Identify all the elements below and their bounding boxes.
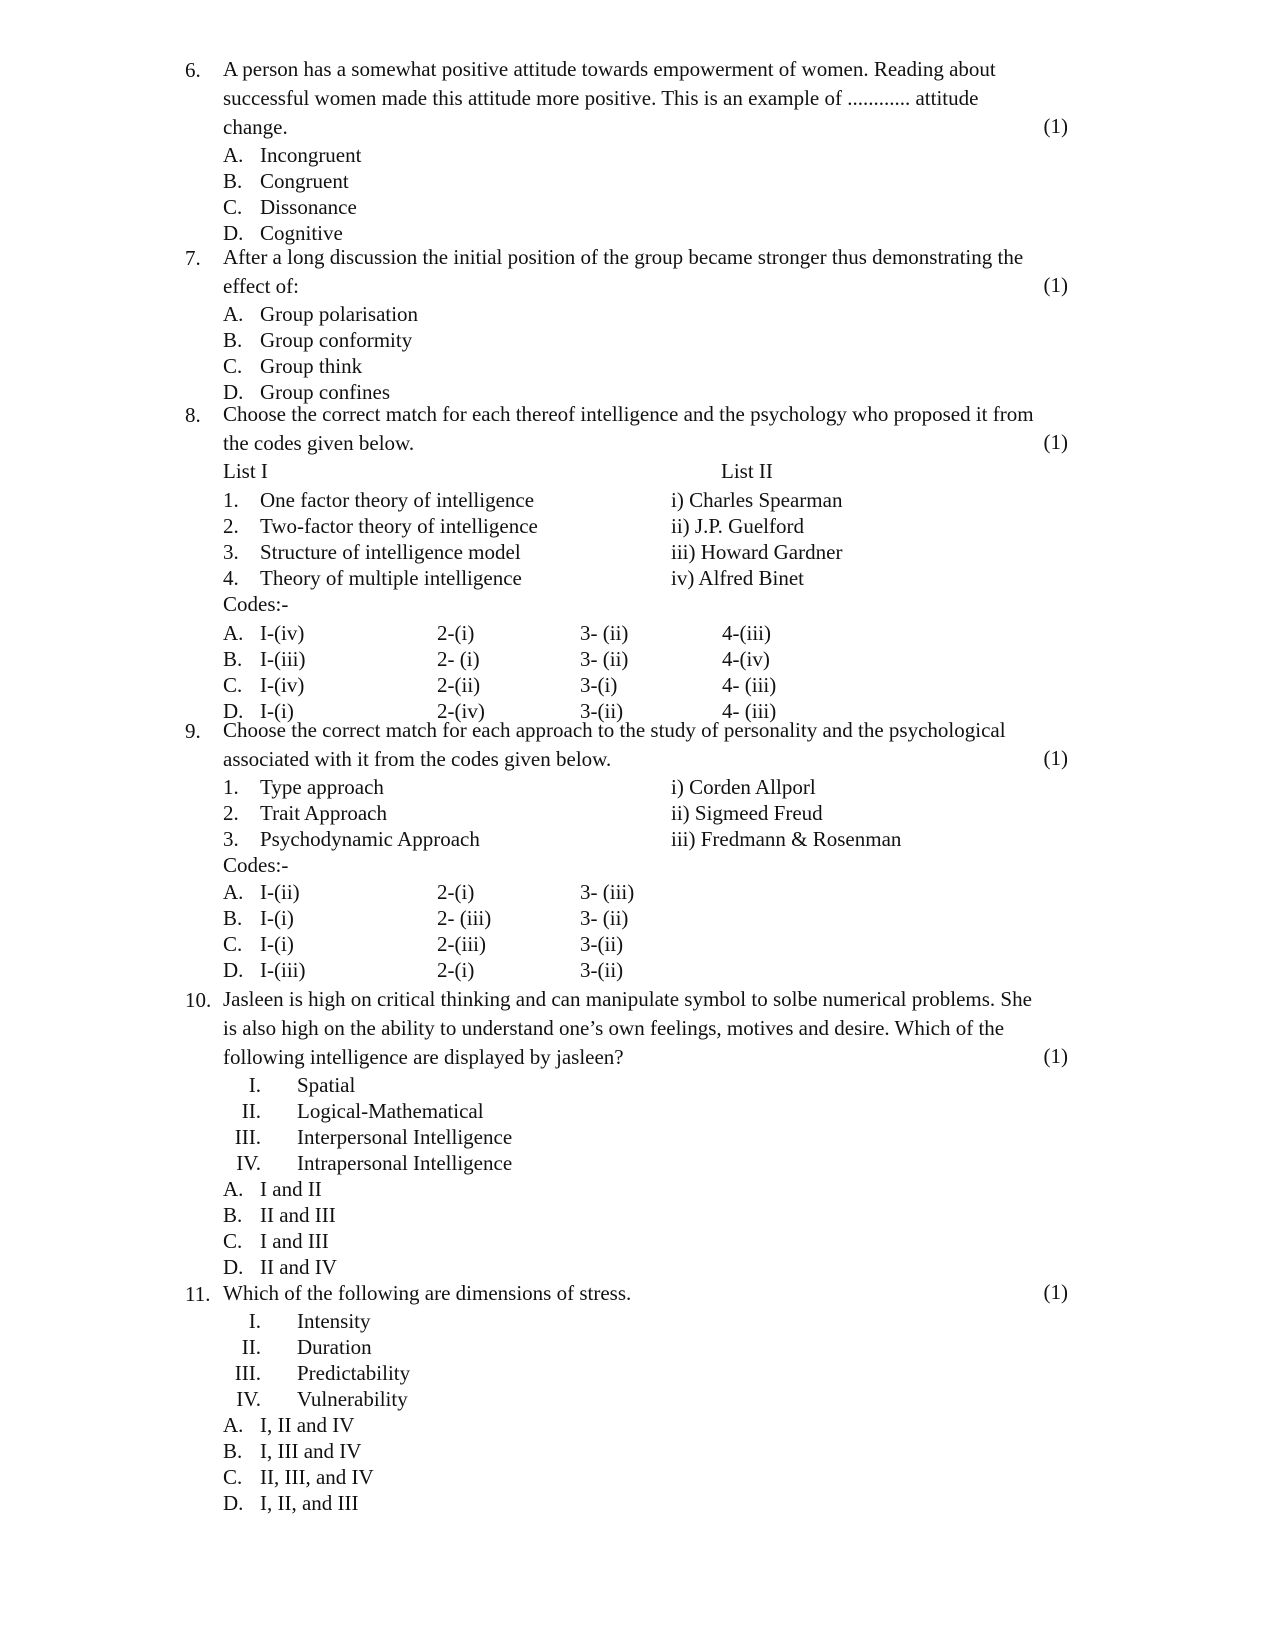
match-row: 2. Trait Approach ii) Sigmeed Freud [223, 801, 823, 825]
statement-item: III. Interpersonal Intelligence [234, 1125, 513, 1149]
option[interactable]: B. I, III and IV [223, 1439, 362, 1463]
match-row: 1. One factor theory of intelligence i) Charles Spearman [223, 488, 843, 512]
statement-item: IV. Intrapersonal Intelligence [236, 1151, 513, 1175]
option[interactable]: D. II and IV [223, 1255, 337, 1279]
question-number: 7. [185, 246, 201, 270]
question-text: Jasleen is high on critical thinking and can manipulate symbol to solbe numerical problems. She is also high on the ability to understand one’s own feelings, motives and desire. Which of the following intelligence are displayed by jasleen? [223, 987, 1032, 1069]
code-option[interactable]: C. I-(iv) 2-(ii) 3-(i) 4- (iii) [223, 673, 777, 697]
option[interactable]: A. Incongruent [223, 143, 362, 167]
code-option[interactable]: A. I-(iv) 2-(i) 3- (ii) 4-(iii) [223, 621, 771, 645]
option[interactable]: C. I and III [223, 1229, 329, 1253]
option[interactable]: B. II and III [223, 1203, 336, 1227]
marks: (1) [1043, 1044, 1068, 1068]
option[interactable]: B. Group conformity [223, 328, 413, 352]
question-text: Choose the correct match for each approach to the study of personality and the psychological associated with it from the codes given below. [223, 718, 1006, 771]
marks: (1) [1043, 1280, 1068, 1304]
question-9 [185, 716, 1114, 983]
question-7 [185, 243, 1114, 405]
list-headers [223, 458, 1114, 487]
statement-item: I. Intensity [248, 1309, 371, 1333]
list-2-header: List II [721, 459, 773, 483]
code-option[interactable]: B. I-(i) 2- (iii) 3- (ii) [223, 906, 629, 930]
option[interactable]: A. Group polarisation [223, 302, 419, 326]
option[interactable]: D. Cognitive [223, 221, 343, 245]
question-text: A person has a somewhat positive attitude towards empowerment of women. Reading about successful women made this attitude more positive. This is an example of ............ attitude change. [223, 57, 996, 139]
match-row: 4. Theory of multiple intelligence iv) Alfred Binet [223, 566, 804, 590]
code-option[interactable]: B. I-(iii) 2- (i) 3- (ii) 4-(iv) [223, 647, 770, 671]
option[interactable]: C. Dissonance [223, 195, 357, 219]
question-number: 6. [185, 58, 201, 82]
option[interactable]: B. Congruent [223, 169, 349, 193]
match-row: 1. Type approach i) Corden Allporl [223, 775, 816, 799]
code-option[interactable]: A. I-(ii) 2-(i) 3- (iii) [223, 880, 635, 904]
question-10 [185, 985, 1114, 1280]
option[interactable]: A. I and II [223, 1177, 322, 1201]
question-text: Which of the following are dimensions of stress. [223, 1281, 632, 1305]
marks: (1) [1043, 273, 1068, 297]
code-option[interactable]: D. I-(i) 2-(iv) 3-(ii) 4- (iii) [223, 699, 777, 723]
statement-item: IV. Vulnerability [236, 1387, 408, 1411]
marks: (1) [1043, 430, 1068, 454]
statement-item: III. Predictability [234, 1361, 411, 1385]
option[interactable]: C. Group think [223, 354, 363, 378]
statement-item: II. Duration [241, 1335, 372, 1359]
question-text: After a long discussion the initial position of the group became stronger thus demonstrating the effect of: [223, 245, 1024, 298]
question-number: 8. [185, 403, 201, 427]
question-8 [185, 400, 1114, 724]
codes-label: Codes:- [223, 853, 289, 877]
match-row: 2. Two-factor theory of intelligence ii) J.P. Guelford [223, 514, 804, 538]
question-number: 10. [185, 988, 212, 1012]
statement-item: I. Spatial [248, 1073, 356, 1097]
match-row: 3. Structure of intelligence model iii) Howard Gardner [223, 540, 843, 564]
code-option[interactable]: C. I-(i) 2-(iii) 3-(ii) [223, 932, 624, 956]
marks: (1) [1043, 746, 1068, 770]
marks: (1) [1043, 114, 1068, 138]
question-text: Choose the correct match for each thereof intelligence and the psychology who proposed it from the codes given below. [223, 402, 1034, 455]
match-row: 3. Psychodynamic Approach iii) Fredmann & Rosenman [223, 827, 902, 851]
option[interactable]: C. II, III, and IV [223, 1465, 374, 1489]
option[interactable]: A. I, II and IV [223, 1413, 355, 1437]
statement-item: II. Logical-Mathematical [241, 1099, 484, 1123]
option[interactable]: D. Group confines [223, 380, 391, 404]
question-11 [185, 1279, 1114, 1516]
option[interactable]: D. I, II, and III [223, 1491, 359, 1515]
question-number: 9. [185, 719, 201, 743]
code-option[interactable]: D. I-(iii) 2-(i) 3-(ii) [223, 958, 624, 982]
list-1-header: List I [223, 459, 268, 483]
question-number: 11. [185, 1282, 211, 1306]
codes-label: Codes:- [223, 592, 289, 616]
question-6 [185, 55, 1114, 246]
